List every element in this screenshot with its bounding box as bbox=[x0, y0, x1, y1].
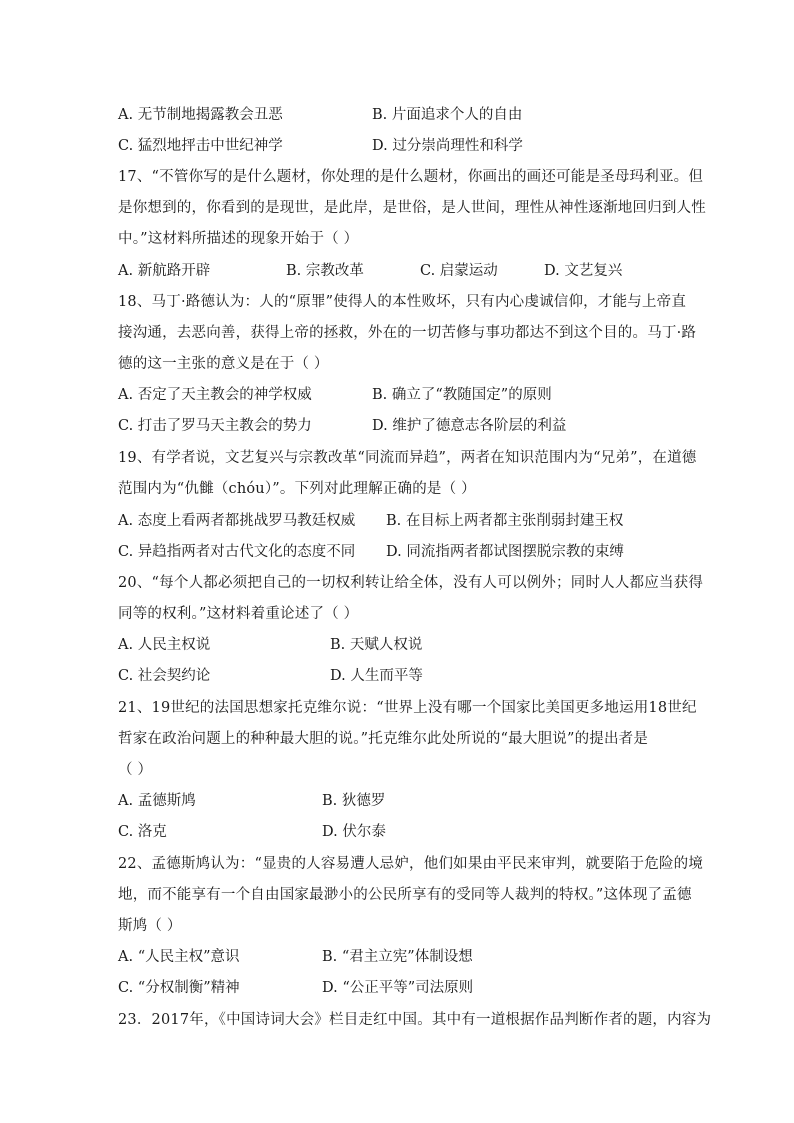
q17-option-a: A. 新航路开辟 bbox=[118, 263, 211, 279]
q16-option-d: D. 过分崇尚理性和科学 bbox=[372, 138, 523, 154]
q21-option-c: C. 洛克 bbox=[118, 824, 167, 840]
q17-stem-line-1: 17、“不管你写的是什么题材，你处理的是什么题材，你画出的画还可能是圣母玛利亚。但 bbox=[118, 169, 704, 185]
q16-option-c: C. 猛烈地抨击中世纪神学 bbox=[118, 138, 283, 154]
q19-option-b: B. 在目标上两者都主张削弱封建王权 bbox=[386, 513, 624, 529]
q18-option-a: A. 否定了天主教会的神学权威 bbox=[118, 387, 312, 403]
q22-stem-line-1: 22、孟德斯鸠认为：“显贵的人容易遭人忌妒，他们如果由平民来审判，就要陷于危险的境 bbox=[118, 856, 704, 872]
q17-option-b: B. 宗教改革 bbox=[286, 263, 364, 279]
q17-option-d: D. 文艺复兴 bbox=[544, 263, 623, 279]
q20-option-d: D. 人生而平等 bbox=[330, 668, 423, 684]
q20-option-b: B. 天赋人权说 bbox=[330, 637, 423, 653]
q19-option-d: D. 同流指两者都试图摆脱宗教的束缚 bbox=[386, 544, 624, 560]
q19-option-c: C. 异趋指两者对古代文化的态度不同 bbox=[118, 544, 356, 560]
q22-stem-line-2: 地，而不能享有一个自由国家最渺小的公民所享有的受同等人裁判的特权。”这体现了孟德 bbox=[118, 887, 692, 903]
q20-option-a: A. 人民主权说 bbox=[118, 637, 211, 653]
q17-stem-line-2: 是你想到的，你看到的是现世，是此岸，是世俗，是人世间，理性从神性逐渐地回归到人性 bbox=[118, 200, 706, 216]
q18-option-b: B. 确立了“教随国定”的原则 bbox=[372, 387, 552, 403]
q20-stem-line-2: 同等的权利。”这材料着重论述了（ ） bbox=[118, 606, 359, 622]
q17-stem-line-3: 中。”这材料所描述的现象开始于（ ） bbox=[118, 231, 359, 247]
q21-stem-line-2: 哲家在政治问题上的种种最大胆的说。”托克维尔此处所说的“最大胆说”的提出者是 bbox=[118, 731, 649, 747]
q18-stem-line-3: 德的这一主张的意义是在于（ ） bbox=[118, 356, 329, 372]
q22-option-c: C. “分权制衡”精神 bbox=[118, 980, 240, 996]
q19-stem-line-1: 19、有学者说，文艺复兴与宗教改革“同流而异趋”，两者在知识范围内为“兄弟”，在道德 bbox=[118, 450, 697, 466]
q17-option-c: C. 启蒙运动 bbox=[420, 263, 498, 279]
q18-option-d: D. 维护了德意志各阶层的利益 bbox=[372, 418, 567, 434]
q21-stem-line-3: （ ） bbox=[118, 762, 153, 778]
q18-stem-line-1: 18、马丁·路德认为：人的“原罪”使得人的本性败坏，只有内心虔诚信仰，才能与上帝直 bbox=[118, 294, 687, 310]
q22-stem-line-3: 斯鸠（ ） bbox=[118, 918, 182, 934]
q23-stem-line-1: 23．2017年，《中国诗词大会》栏目走红中国。其中有一道根据作品判断作者的题，内容为 bbox=[118, 1012, 712, 1028]
q20-option-c: C. 社会契约论 bbox=[118, 668, 211, 684]
q19-stem-line-2: 范围内为“仇雠（chóu）”。下列对此理解正确的是（ ） bbox=[118, 481, 476, 497]
q16-option-b: B. 片面追求个人的自由 bbox=[372, 107, 523, 123]
q18-stem-line-2: 接沟通，去恶向善，获得上帝的拯救，外在的一切苦修与事功都达不到这个目的。马丁·路 bbox=[118, 325, 697, 341]
q21-option-d: D. 伏尔泰 bbox=[322, 824, 386, 840]
q22-option-b: B. “君主立宪”体制设想 bbox=[322, 949, 473, 965]
q16-option-a: A. 无节制地揭露教会丑恶 bbox=[118, 107, 283, 123]
q20-stem-line-1: 20、“每个人都必须把自己的一切权利转让给全体，没有人可以例外；同时人人都应当获得 bbox=[118, 575, 704, 591]
q21-option-b: B. 狄德罗 bbox=[322, 793, 386, 809]
q18-option-c: C. 打击了罗马天主教会的势力 bbox=[118, 418, 312, 434]
q21-option-a: A. 孟德斯鸠 bbox=[118, 793, 196, 809]
q22-option-a: A. “人民主权”意识 bbox=[118, 949, 240, 965]
q21-stem-line-1: 21、19世纪的法国思想家托克维尔说：“世界上没有哪一个国家比美国更多地运用18世纪 bbox=[118, 700, 697, 716]
q22-option-d: D. “公正平等”司法原则 bbox=[322, 980, 474, 996]
q19-option-a: A. 态度上看两者都挑战罗马教廷权威 bbox=[118, 513, 356, 529]
